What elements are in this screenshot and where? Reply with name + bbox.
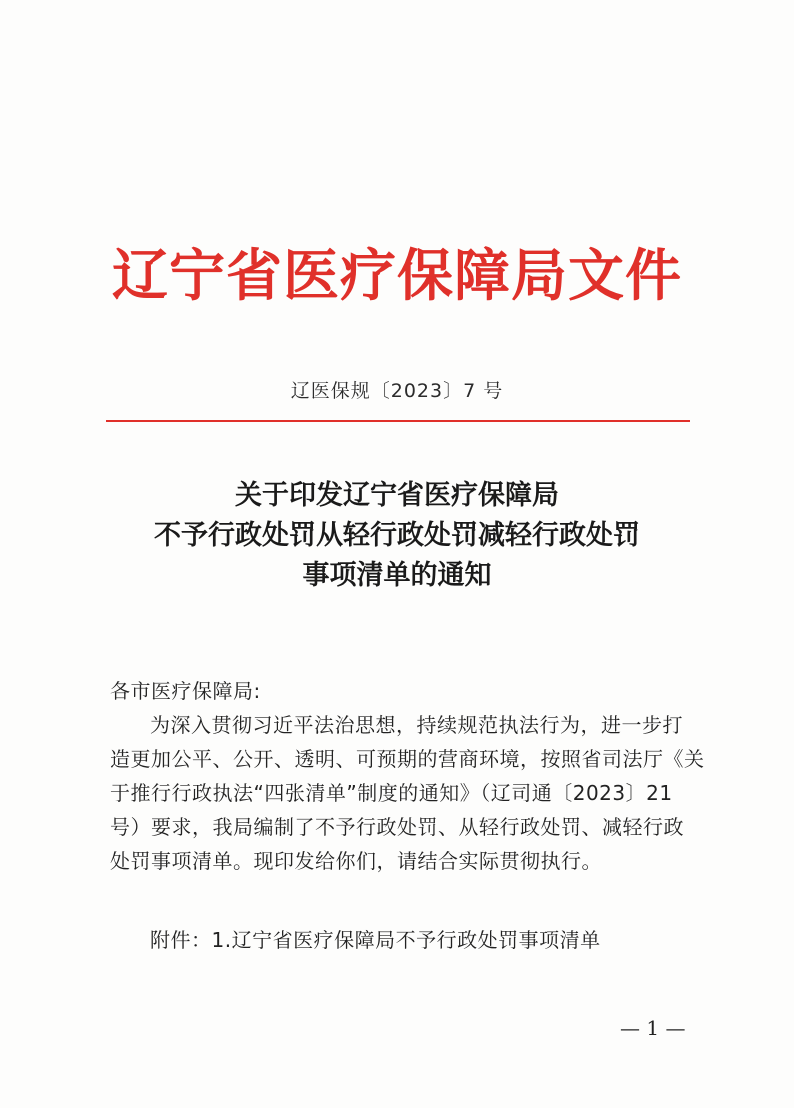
page-number: — 1 —	[620, 1016, 686, 1040]
paragraph-line: 号）要求，我局编制了不予行政处罚、从轻行政处罚、减轻行政	[110, 815, 684, 839]
agency-header-title: 辽宁省医疗保障局文件	[112, 243, 682, 309]
notice-title-line-3: 事项清单的通知	[302, 560, 492, 591]
addressee: 各市医疗保障局:	[110, 679, 261, 703]
paragraph-line: 为深入贯彻习近平法治思想，持续规范执法行为，进一步打	[150, 713, 683, 737]
notice-title	[0, 476, 794, 596]
notice-title-line-2: 不予行政处罚从轻行政处罚减轻行政处罚	[154, 520, 640, 551]
body-paragraph	[110, 708, 705, 878]
paragraph-line: 造更加公平、公开、透明、可预期的营商环境，按照省司法厅《关	[110, 747, 705, 771]
paragraph-line: 于推行行政执法“四张清单”制度的通知》（辽司通〔2023〕21	[110, 781, 673, 805]
red-divider-line	[106, 420, 690, 422]
attachment-line: 附件：1.辽宁省医疗保障局不予行政处罚事项清单	[150, 928, 601, 952]
paragraph-line: 处罚事项清单。现印发给你们，请结合实际贯彻执行。	[110, 849, 602, 873]
document-number: 辽医保规〔2023〕7 号	[290, 380, 504, 402]
notice-title-line-1: 关于印发辽宁省医疗保障局	[235, 480, 559, 511]
